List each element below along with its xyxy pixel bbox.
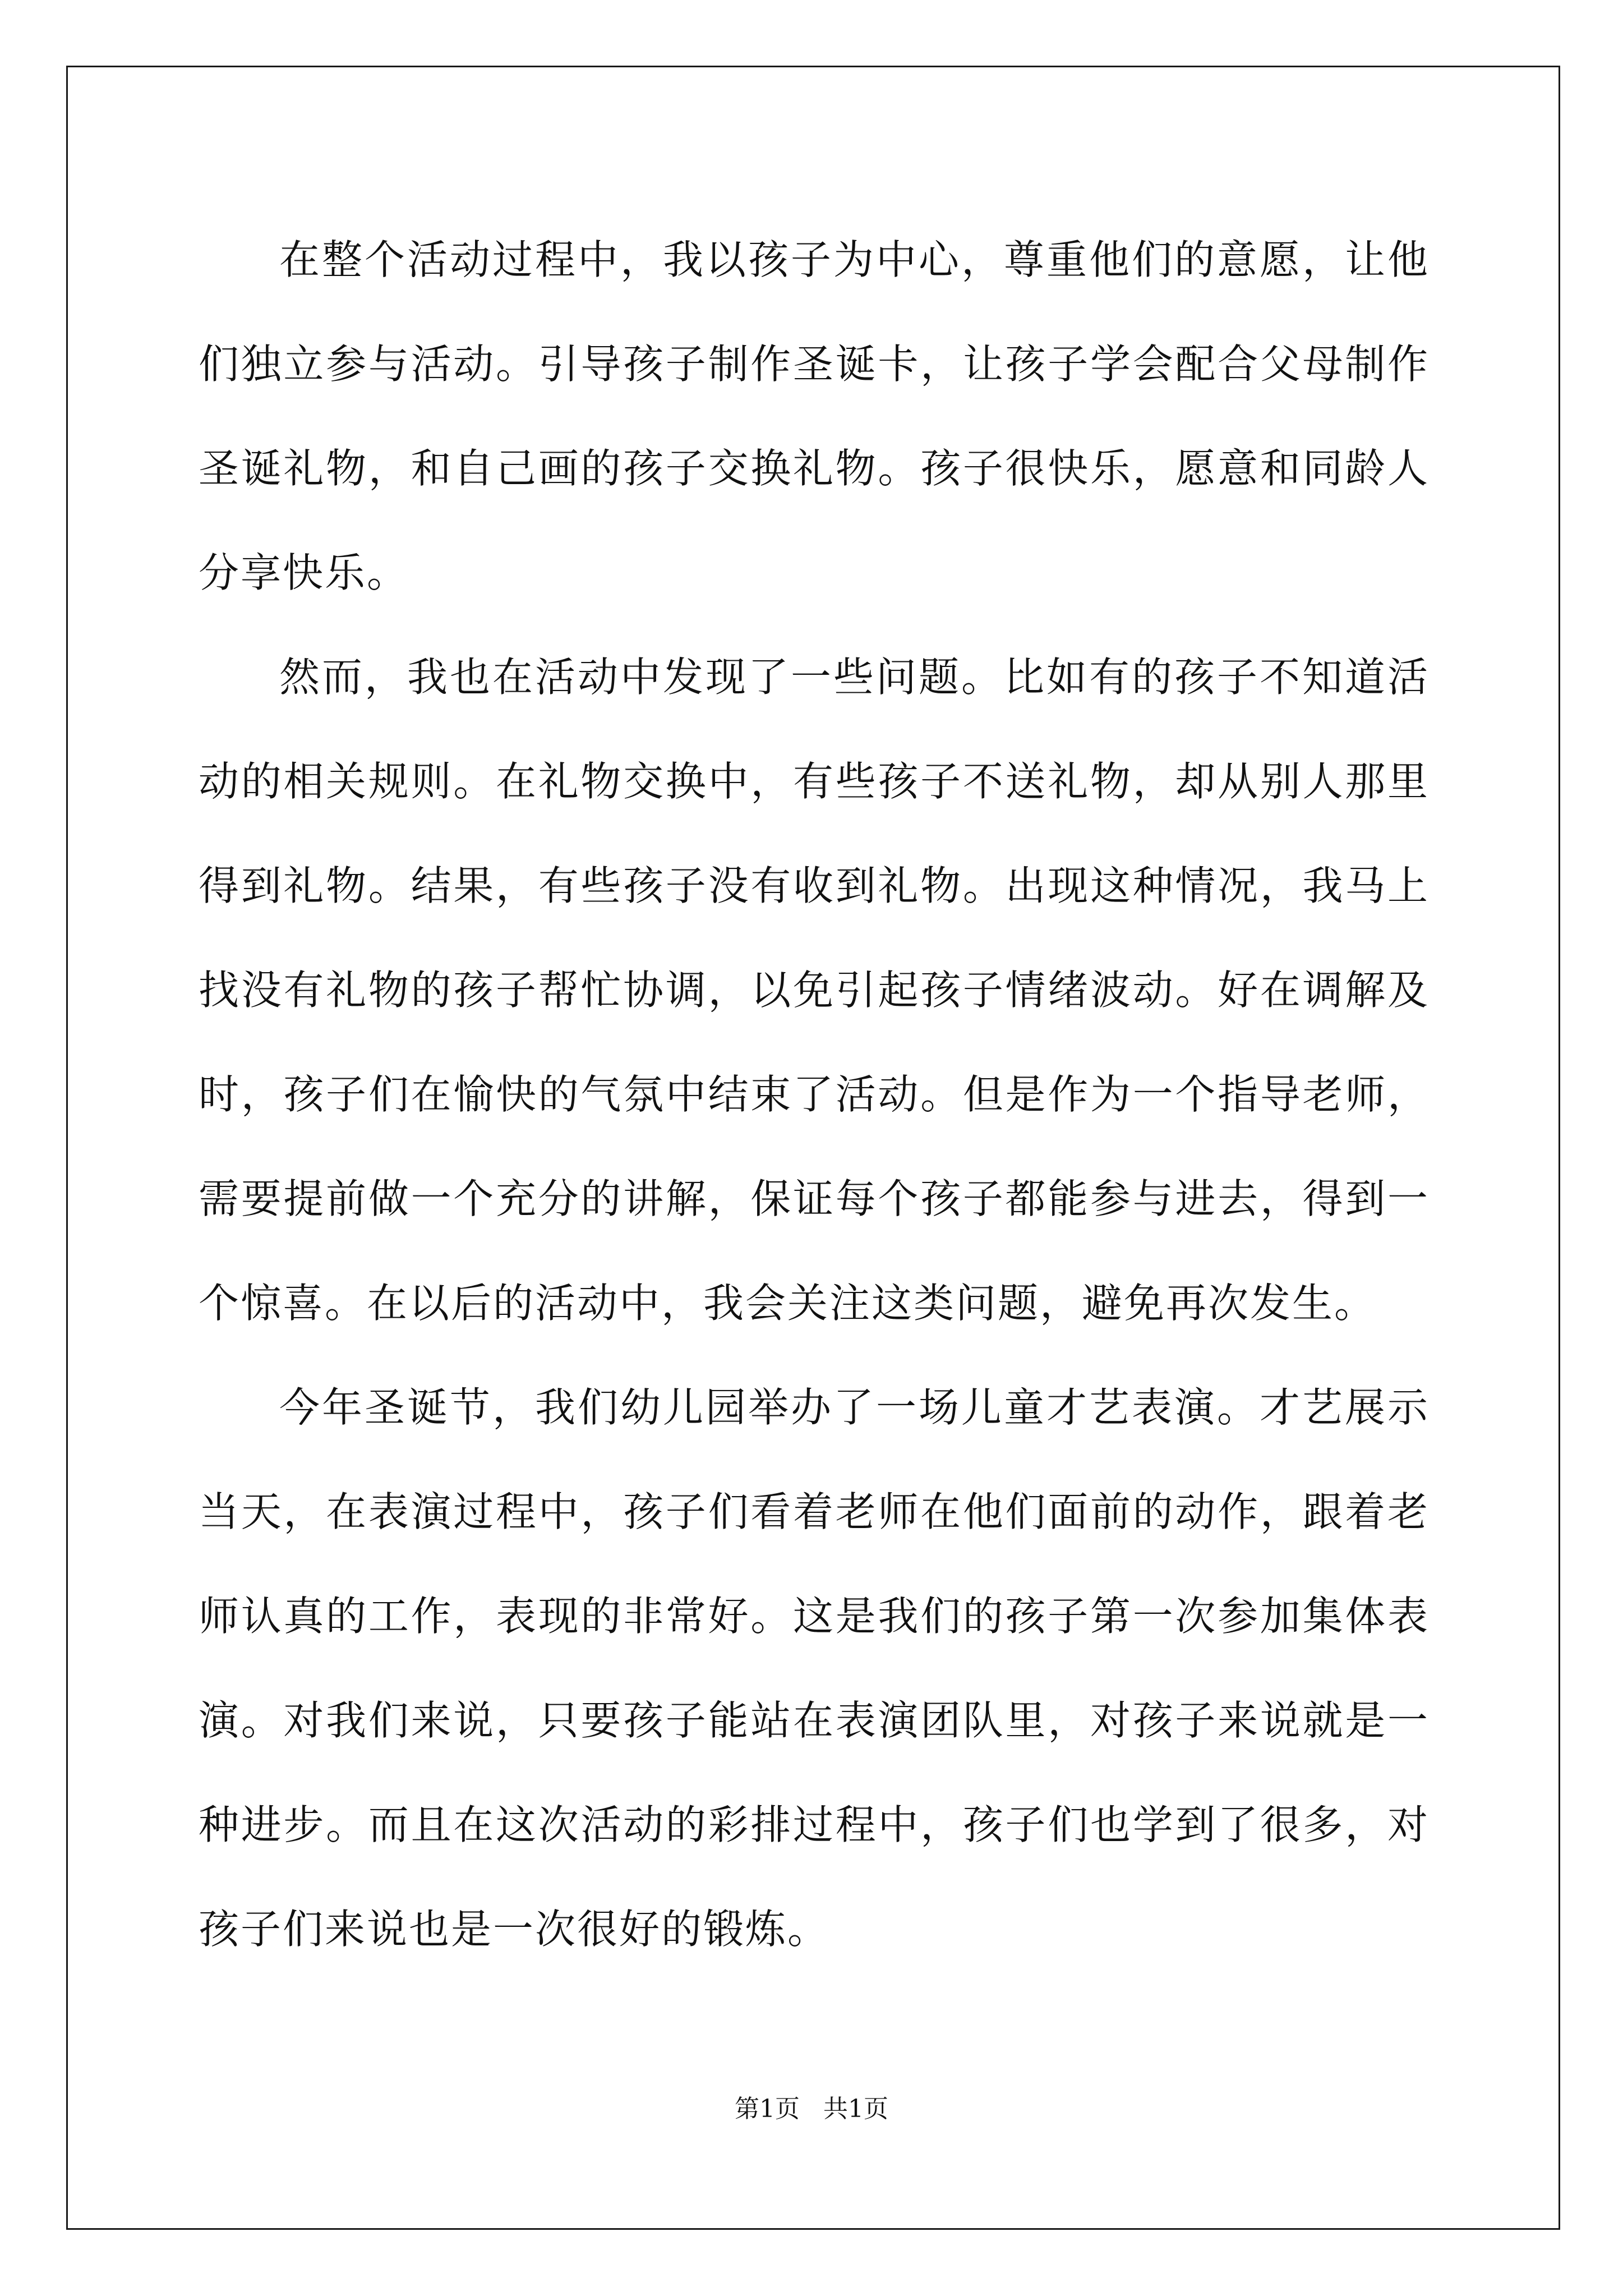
page-number-footer: 第1页 共1页 xyxy=(735,2095,888,2123)
paragraph-3: 今年圣诞节，我们幼儿园举办了一场儿童才艺表演。才艺展示当天，在表演过程中，孩子们看着老师在他们面前的动作，跟着老师认真的工作，表现的非常好。这是我们的孩子第一次参加集体表演。对我们来说，只要孩子能站在表演团队里，对孩子来说就是一种进步。而且在这次活动的彩排过程中，孩子们也学到了很多，对孩子们来说也是一次很好的锻炼。 xyxy=(199,1384,1430,1953)
paragraph-2: 然而，我也在活动中发现了一些问题。比如有的孩子不知道活动的相关规则。在礼物交换中，有些孩子不送礼物，却从别人那里得到礼物。结果，有些孩子没有收到礼物。出现这种情况，我马上找没有礼物的孩子帮忙协调，以免引起孩子情绪波动。好在调解及时，孩子们在愉快的气氛中结束了活动。但是作为一个指导老师，需要提前做一个充分的讲解，保证每个孩子都能参与进去，得到一个惊喜。在以后的活动中，我会关注这类问题，避免再次发生。 xyxy=(199,654,1430,1327)
paragraph-1: 在整个活动过程中，我以孩子为中心，尊重他们的意愿，让他们独立参与活动。引导孩子制作圣诞卡，让孩子学会配合父母制作圣诞礼物，和自己画的孩子交换礼物。孩子很快乐，愿意和同龄人分享快乐。 xyxy=(199,236,1430,596)
document-body xyxy=(199,208,1430,1981)
